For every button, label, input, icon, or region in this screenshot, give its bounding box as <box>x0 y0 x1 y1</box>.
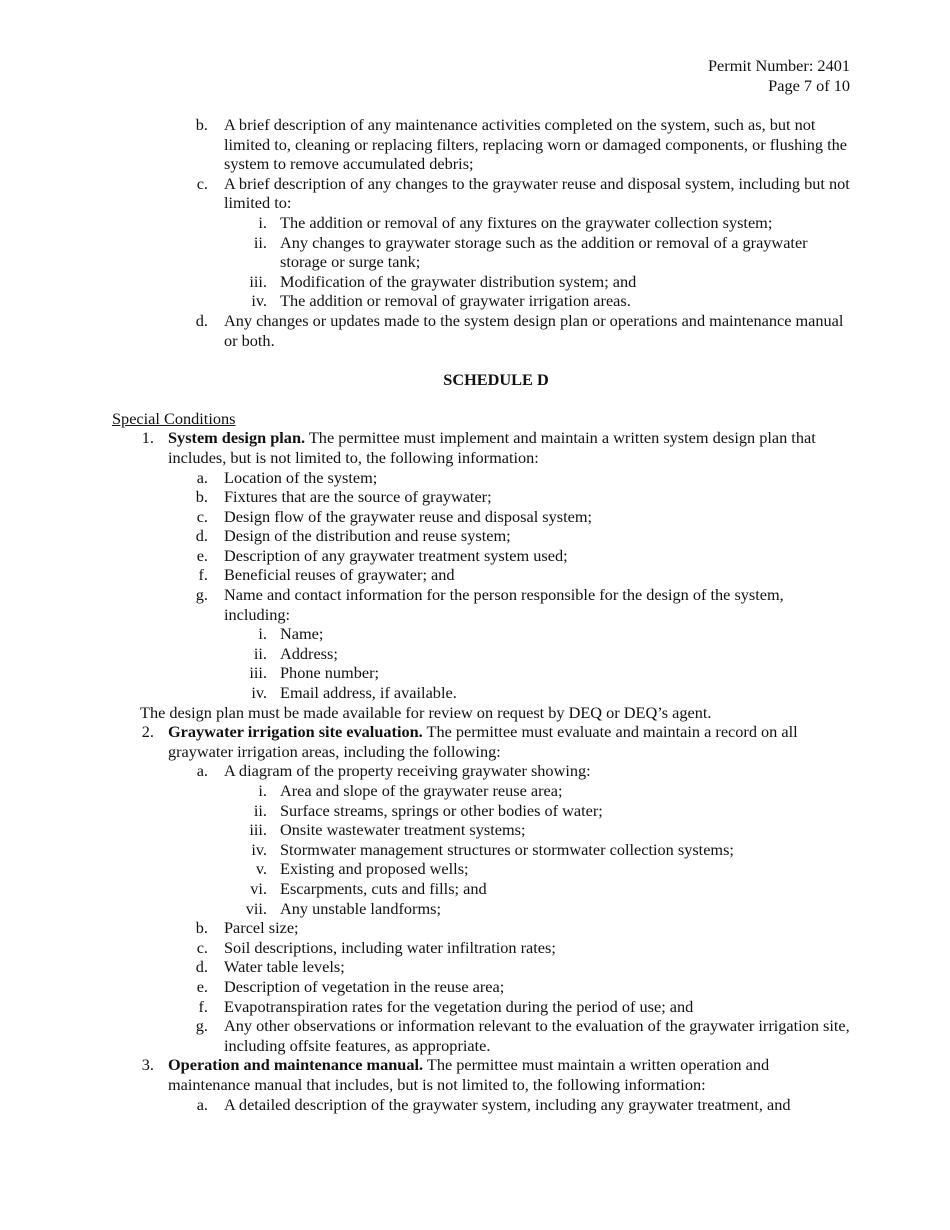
list-item-text: Design of the distribution and reuse system; <box>224 526 511 546</box>
schedule-title: SCHEDULE D <box>443 370 549 390</box>
list-item <box>112 272 852 292</box>
list-marker: d. <box>195 957 208 977</box>
list-item <box>112 585 852 624</box>
list-marker: 2. <box>141 722 154 742</box>
page-number: Page 7 of 10 <box>768 75 850 95</box>
list-item <box>112 487 852 507</box>
list-marker: g. <box>195 585 208 605</box>
list-item-text: A detailed description of the graywater system, including any graywater treatment, and <box>224 1094 791 1114</box>
list-marker: 1. <box>141 428 154 448</box>
list-item <box>112 918 852 938</box>
list-item <box>112 468 852 488</box>
list-item-text: Any unstable landforms; <box>280 898 441 918</box>
list-marker: iii. <box>249 663 267 683</box>
permit-number: Permit Number: 2401 <box>708 56 850 75</box>
list-item-text: Existing and proposed wells; <box>280 859 469 879</box>
list-marker: iv. <box>251 291 267 311</box>
list-item-text: Surface streams, springs or other bodies of water; <box>280 800 603 820</box>
list-marker: b. <box>195 487 208 507</box>
list-item <box>112 899 852 919</box>
list-item <box>112 1095 852 1115</box>
list-item-text: Email address, if available. <box>280 683 457 703</box>
list-item-text: The addition or removal of any fixtures on the graywater collection system; <box>280 212 773 232</box>
design-plan-note: The design plan must be made available for review on request by DEQ or DEQ’s agent. <box>140 702 712 722</box>
list-item-text: A brief description of any maintenance activities completed on the system, such as, but not limited to, cleaning or replacing filters, replacing worn or damaged components, or flushing the system to remove accumulated debris; <box>224 115 848 174</box>
list-item <box>112 624 852 644</box>
list-item-text: Evapotranspiration rates for the vegetation during the period of use; and <box>224 996 694 1016</box>
list-item <box>112 233 852 272</box>
list-marker: f. <box>198 565 208 585</box>
list-marker: g. <box>195 1016 208 1036</box>
list-marker: ii. <box>253 232 267 252</box>
list-item-text: Escarpments, cuts and fills; and <box>280 878 487 898</box>
list-item-text: Parcel size; <box>224 918 299 938</box>
list-marker: 3. <box>141 1055 154 1075</box>
list-item-text: Soil descriptions, including water infiltration rates; <box>224 937 556 957</box>
list-item <box>112 977 852 997</box>
item-heading: Operation and maintenance manual. <box>168 1055 424 1075</box>
list-item <box>112 957 852 977</box>
item-heading: Graywater irrigation site evaluation. <box>168 722 423 742</box>
list-item <box>112 565 852 585</box>
list-item <box>112 801 852 821</box>
list-marker: c. <box>196 506 208 526</box>
list-item-text: Modification of the graywater distribution system; and <box>280 271 637 291</box>
list-marker: b. <box>195 115 208 134</box>
list-item <box>112 291 852 311</box>
list-item-text: Any changes or updates made to the system design plan or operations and maintenance manual or both. <box>224 310 844 350</box>
list-marker: i. <box>258 212 267 232</box>
list-item-text: Beneficial reuses of graywater; and <box>224 565 455 585</box>
list-item <box>112 840 852 860</box>
list-item <box>112 761 852 781</box>
list-item <box>112 644 852 664</box>
list-item <box>112 781 852 801</box>
list-marker: c. <box>196 173 208 193</box>
list-item-text: Phone number; <box>280 663 380 683</box>
list-item-text: Area and slope of the graywater reuse area; <box>280 781 563 800</box>
list-item-text: A brief description of any changes to the graywater reuse and disposal system, including but not limited to: <box>224 173 850 213</box>
list-item <box>112 859 852 879</box>
item-text: The permittee must implement and maintain a written system design plan that includes, but is not limited to, the following information: <box>168 428 816 467</box>
list-marker: e. <box>196 545 208 565</box>
list-item-text: Description of vegetation in the reuse area; <box>224 976 505 996</box>
list-item-text: Name; <box>280 624 324 644</box>
list-marker: a. <box>196 761 208 781</box>
list-item-text: Fixtures that are the source of graywater; <box>224 487 492 507</box>
list-item-text: Location of the system; <box>224 467 378 487</box>
section-title: Special Conditions <box>112 408 236 428</box>
list-item-text: Stormwater management structures or stormwater collection systems; <box>280 839 734 859</box>
list-item <box>112 213 852 233</box>
list-marker: a. <box>196 467 208 487</box>
list-item-text: Design flow of the graywater reuse and disposal system; <box>224 506 593 526</box>
list-item <box>112 683 852 703</box>
list-marker: i. <box>258 781 267 800</box>
list-marker: ii. <box>253 800 267 820</box>
list-item-text: Address; <box>280 643 338 663</box>
list-marker: iii. <box>249 820 267 840</box>
list-item-text: A diagram of the property receiving graywater showing: <box>224 761 591 781</box>
list-marker: vi. <box>250 878 267 898</box>
list-marker: e. <box>196 976 208 996</box>
list-item <box>112 546 852 566</box>
list-item <box>112 115 852 174</box>
numbered-item <box>112 428 852 467</box>
item-text: The permittee must maintain a written operation and maintenance manual that includes, but is not limited to, the following information: <box>168 1055 770 1094</box>
list-marker: d. <box>195 526 208 546</box>
page-header <box>708 56 850 95</box>
document-body <box>112 115 852 1114</box>
list-item-text: Onsite wastewater treatment systems; <box>280 820 526 840</box>
list-marker: iv. <box>251 839 267 859</box>
list-marker: ii. <box>253 643 267 663</box>
numbered-item <box>112 1055 852 1094</box>
list-item <box>112 938 852 958</box>
list-item-text: Any changes to graywater storage such as the addition or removal of a graywater storage or surge tank; <box>280 232 808 272</box>
list-item <box>112 174 852 213</box>
list-marker: f. <box>198 996 208 1016</box>
list-marker: iv. <box>251 683 267 703</box>
list-item <box>112 997 852 1017</box>
list-item <box>112 1016 852 1055</box>
list-marker: b. <box>195 918 208 938</box>
list-item <box>112 879 852 899</box>
list-marker: iii. <box>249 271 267 291</box>
list-item-text: Water table levels; <box>224 957 345 977</box>
item-heading: System design plan. <box>168 428 306 448</box>
list-marker: a. <box>196 1094 208 1114</box>
list-item <box>112 311 852 350</box>
list-item <box>112 526 852 546</box>
list-item <box>112 507 852 527</box>
item-text: The permittee must evaluate and maintain a record on all graywater irrigation areas, including the following: <box>168 722 798 761</box>
list-item-text: Description of any graywater treatment system used; <box>224 545 568 565</box>
list-marker: v. <box>255 859 267 879</box>
list-item <box>112 663 852 683</box>
list-marker: i. <box>258 624 267 644</box>
list-marker: d. <box>195 310 208 330</box>
list-item-text: The addition or removal of graywater irrigation areas. <box>280 291 631 311</box>
list-marker: vii. <box>245 898 267 918</box>
list-item-text: Name and contact information for the person responsible for the design of the system, including: <box>224 585 784 624</box>
numbered-item <box>112 722 852 761</box>
list-marker: c. <box>196 937 208 957</box>
list-item-text: Any other observations or information relevant to the evaluation of the graywater irrigation site, including offsite features, as appropriate. <box>224 1016 850 1055</box>
list-item <box>112 820 852 840</box>
